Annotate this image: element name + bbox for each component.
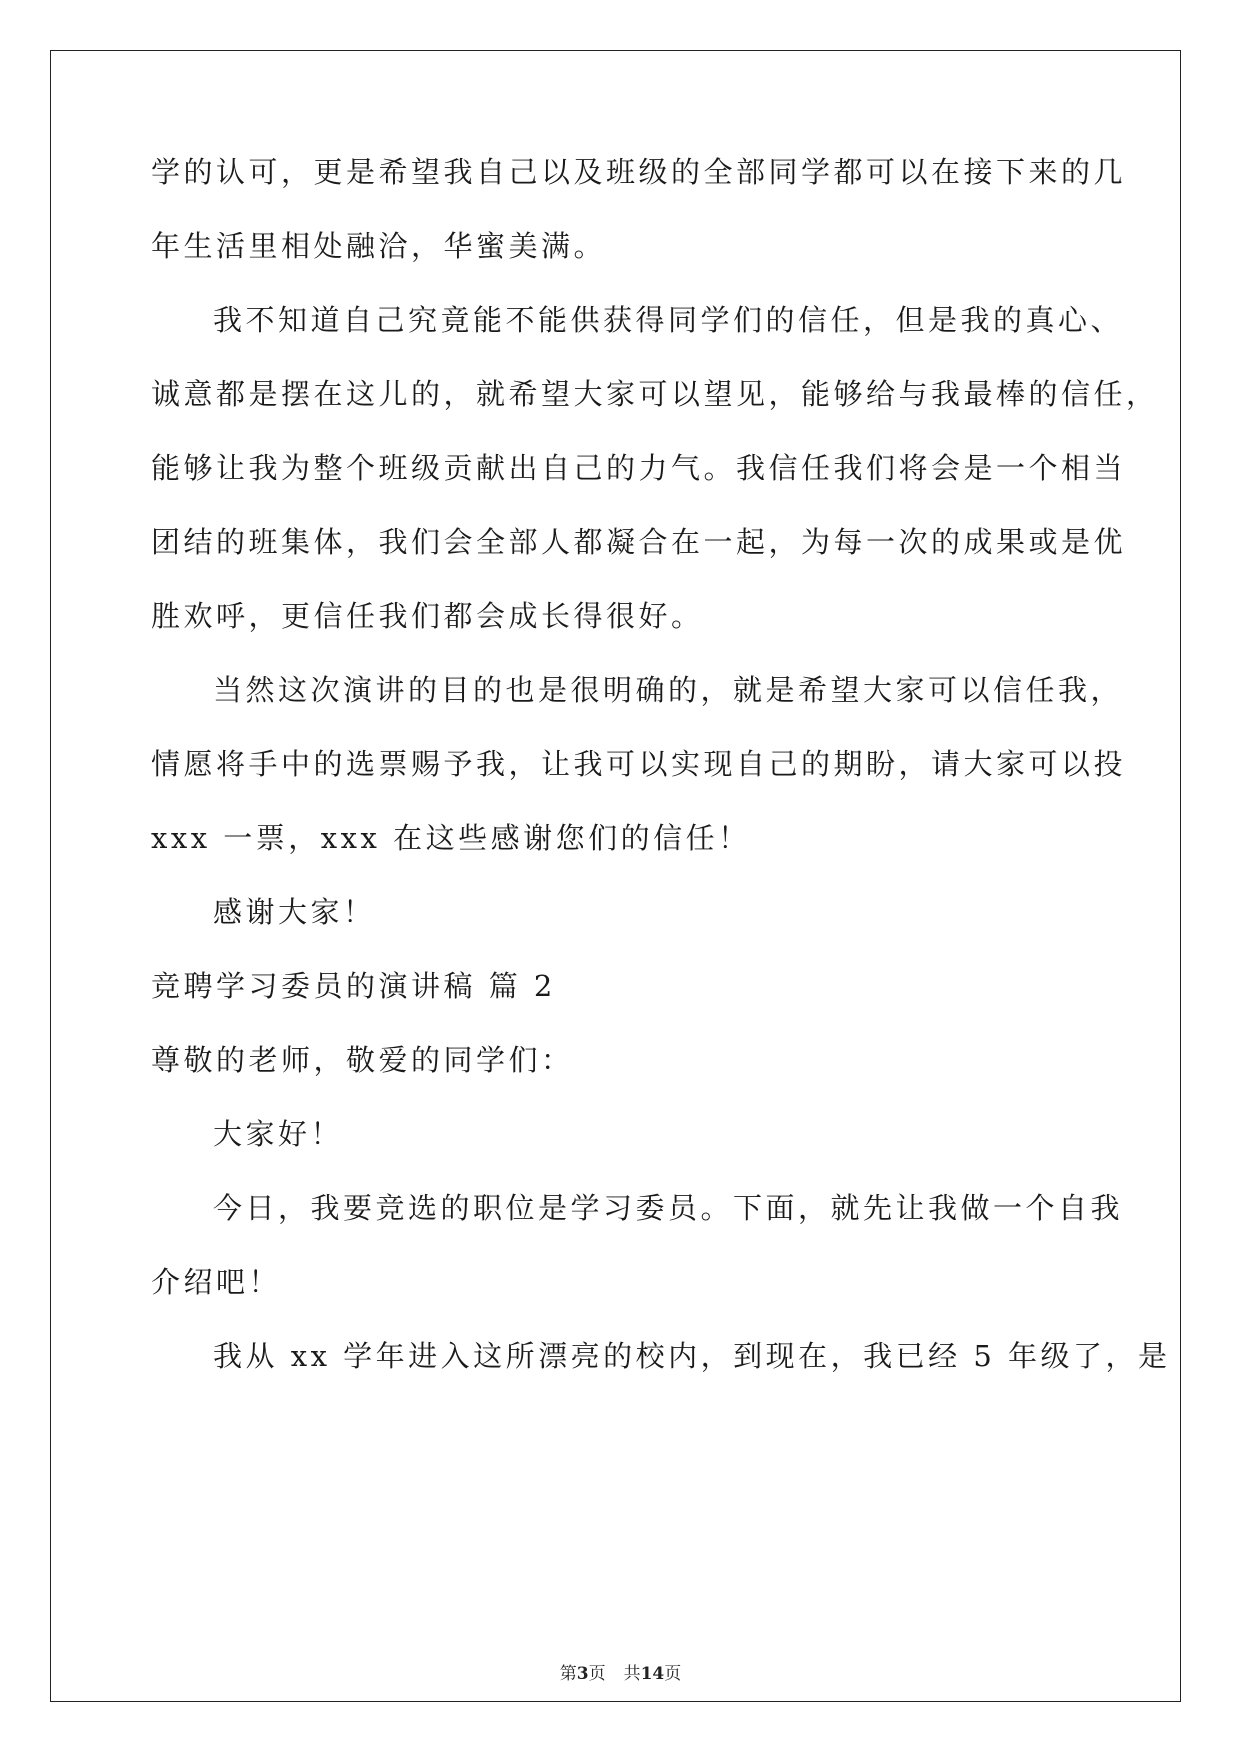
salutation-line: 尊敬的老师，敬爱的同学们： — [151, 1043, 574, 1077]
text-line-10: xxx 一票，xxx 在这些感谢您们的信任！ — [151, 821, 751, 855]
footer-page-current: 3 — [576, 1664, 589, 1684]
text-line-4: 诚意都是摆在这儿的，就希望大家可以望见，能够给与我最棒的信任， — [151, 377, 1159, 411]
greeting-line: 大家好！ — [213, 1117, 344, 1151]
text-line-16: 介绍吧！ — [151, 1265, 282, 1299]
text-line-1: 学的认可，更是希望我自己以及班级的全部同学都可以在接下来的几 — [151, 155, 1127, 189]
paragraph-start-line-3: 我不知道自己究竟能不能供获得同学们的信任，但是我的真心、 — [213, 303, 1124, 337]
footer-total-suffix: 页 — [664, 1664, 682, 1684]
footer-total-prefix: 共 — [623, 1664, 641, 1684]
text-line-2: 年生活里相处融洽，华蜜美满。 — [151, 229, 607, 263]
section-heading: 竞聘学习委员的演讲稿 篇 2 — [151, 969, 556, 1003]
footer-page-total: 14 — [640, 1664, 665, 1684]
footer-page-suffix: 页 — [588, 1664, 606, 1684]
paragraph-start-line-8: 当然这次演讲的目的也是很明确的，就是希望大家可以信任我， — [213, 673, 1124, 707]
text-line-9: 情愿将手中的选票赐予我，让我可以实现自己的期盼，请大家可以投 — [151, 747, 1127, 781]
text-line-7: 胜欢呼，更信任我们都会成长得很好。 — [151, 599, 704, 633]
closing-line: 感谢大家！ — [213, 895, 376, 929]
page-footer — [0, 1663, 1241, 1685]
paragraph-start-line-15: 今日，我要竞选的职位是学习委员。下面，就先让我做一个自我 — [213, 1191, 1124, 1225]
footer-page-prefix: 第 — [559, 1664, 577, 1684]
paragraph-start-line-17: 我从 xx 学年进入这所漂亮的校内，到现在，我已经 5 年级了，是 — [213, 1339, 1171, 1373]
page-border — [50, 50, 1181, 1702]
text-line-5: 能够让我为整个班级贡献出自己的力气。我信任我们将会是一个相当 — [151, 451, 1127, 485]
text-line-6: 团结的班集体，我们会全部人都凝合在一起，为每一次的成果或是优 — [151, 525, 1127, 559]
